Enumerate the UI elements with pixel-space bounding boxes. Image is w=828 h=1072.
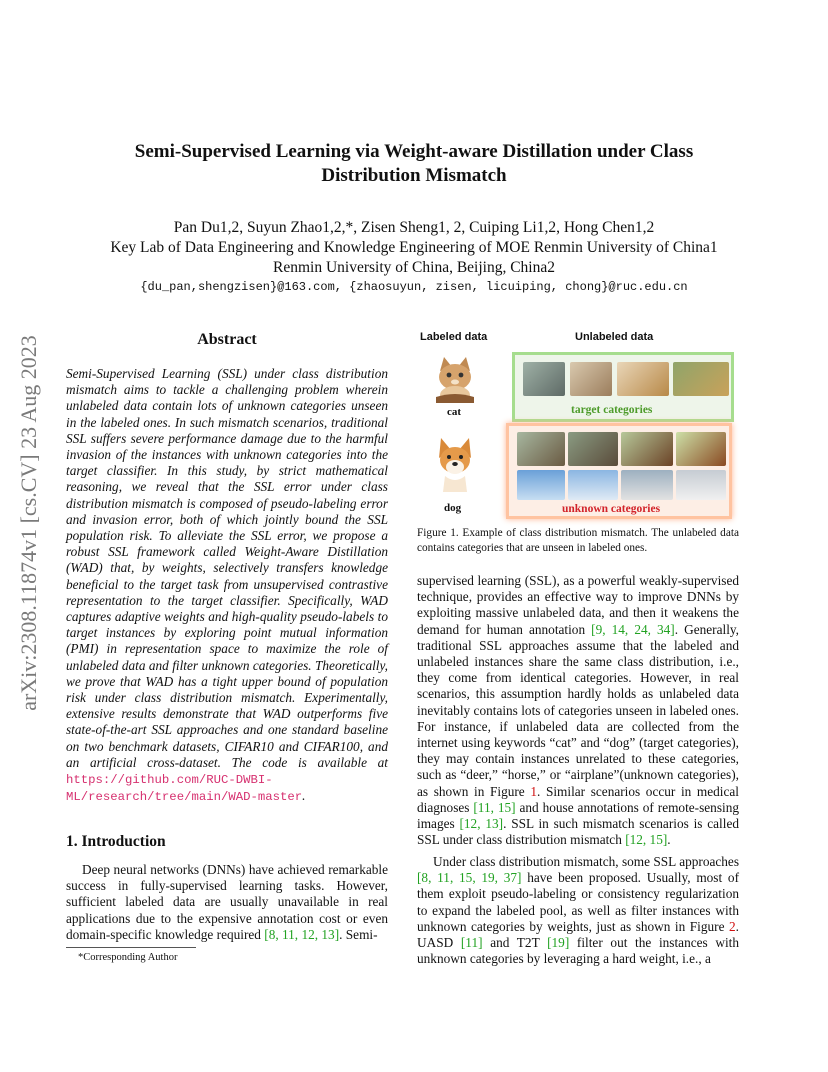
dog-label: dog [444, 502, 462, 514]
para-text: supervised learning (SSL), as a powerful weakly-supervised technique, provides an effective way to improve DNNs by exploiting massive unlabeled data, and then it weakens the demand for human annotation [417, 573, 739, 637]
abstract-body: Semi-Supervised Learning (SSL) under class distribution mismatch aims to tackle a challenging problem wherein unlabeled data contain lots of unknown categories unseen in the labeled ones. In such mismatch scenarios, traditional SSL suffers severe performance damage due to the harmful invasion of the instances with unknown categories into the target classifier. In this study, by strict mathematical reasoning, we reveal that the SSL error under class distribution mismatch is composed of pseudo-labeling error and invasion error, both of which jointly bound the SSL population risk. To alleviate the SSL error, we propose a robust SSL framework called Weight-Aware Distillation (WAD) that, by weights, selectively transfers knowledge beneficial to the target task from unsupervised contrastive representation to the target classifier. Specifically, WAD captures adaptive weights and high-quality pseudo-labels to target instances by exploring point mutual information (PMI) in representation space to maximize the role of unlabeled data and filter unknown categories. Theoretically, we prove that WAD has a tight upper bound of population risk under class distribution mismatch. Experimentally, extensive results demonstrate that WAD outperforms five state-of-the-art SSL approaches and one standard baseline on two benchmark datasets, CIFAR10 and CIFAR100, and an artificial cross-dataset. The code is available at https://github.com/RUC-DWBI-ML/research/tree/main/WAD-master. [66, 366, 388, 805]
citation-link[interactable]: [11] [460, 935, 483, 951]
target-categories-label: target categories [571, 404, 653, 416]
citation-link[interactable]: [12, 15] [625, 832, 668, 848]
author-list: Pan Du1,2, Suyun Zhao1,2,*, Zisen Sheng1, 2, Cuiping Li1,2, Hong Chen1,2 [173, 219, 655, 236]
abstract-heading: Abstract [197, 331, 257, 348]
citation-link[interactable]: [8, 11, 15, 19, 37] [417, 870, 522, 886]
figure-ref-link[interactable]: 2 [729, 918, 736, 934]
footnote-rule [66, 947, 196, 948]
cat-label: cat [447, 406, 462, 418]
unknown-car-photo-2 [676, 470, 726, 500]
citation-link[interactable]: [11, 15] [473, 799, 516, 815]
paper-title [60, 140, 768, 188]
para-text: have been proposed. Usually, most of them exploit pseudo-labeling or consistency regularization to expand the labeled pool, as well as filter instances with unknown categories by weights, just as shown in Figure [417, 870, 739, 934]
para-text: and house annotations of remote-sensing images [417, 799, 739, 832]
unknown-airplane-photo-2 [568, 470, 618, 500]
arxiv-identifier-text: arXiv:2308.11874v1 [cs.CV] 23 Aug 2023 [16, 335, 41, 711]
target-cat-photo-1 [523, 362, 565, 396]
dog-image [433, 436, 477, 492]
figure-ref-link[interactable]: 1 [530, 783, 537, 799]
intro-tail-text: . Semi- [339, 926, 378, 942]
unknown-deer-photo-2 [568, 432, 618, 466]
intro-text: Deep neural networks (DNNs) have achieved remarkable success in fully-supervised learning tasks. However, sufficient labeled data are usually unavailable in real applications due to the expensive annotation cost or even domain-specific knowledge required [66, 862, 388, 942]
footnote: *Corresponding Author [78, 952, 178, 963]
para-text: . Generally, traditional SSL approaches assume that the labeled and unlabeled instances share the same class distribution, i.e., they come from identical categories. However, in real scenarios, this assumption hardly holds as unlabeled data inevitably contains lots of categories unseen in labeled ones. For instance, if unlabeled data are collected from the internet using keywords “cat” and “dog” (target categories), they may contain instances unrelated to these categories, such as “deer,” “horse,” or “airplane”(unknown categories), as shown in Figure [417, 621, 740, 799]
intro-paragraph [66, 862, 388, 943]
target-dog-photo-1 [617, 362, 669, 396]
cat-image [432, 355, 478, 403]
abstract-text: Semi-Supervised Learning (SSL) under class distribution mismatch aims to tackle a challenging problem wherein unlabeled data contain lots of unknown categories unseen in the labeled ones. In such mismatch scenarios, traditional SSL suffers severe performance damage due to the harmful invasion of the instances with unknown categories into the target classifier. In this study, by strict mathematical reasoning, we reveal that the SSL error under class distribution mismatch is composed of pseudo-labeling error and invasion error, both of which jointly bound the SSL population risk. To alleviate the SSL error, we propose a robust SSL framework called Weight-Aware Distillation (WAD) that, by weights, selectively transfers knowledge beneficial to the target task from unsupervised contrastive representation to the target classifier. Specifically, WAD captures adaptive weights and high-quality pseudo-labels to target instances by exploring point mutual information (PMI) in representation space to maximize the role of unlabeled data and filter unknown categories. Theoretically, we prove that WAD has a tight upper bound of population risk under class distribution mismatch. Experimentally, extensive results demonstrate that WAD outperforms five state-of-the-art SSL approaches and one standard baseline on two benchmark datasets, CIFAR10 and CIFAR100, and an artificial cross-dataset. The code is available at [66, 366, 388, 770]
target-cat-photo-2 [570, 362, 612, 396]
title-line-1: Semi-Supervised Learning via Weight-aware Distillation under Class [134, 141, 694, 162]
arxiv-identifier [14, 283, 44, 763]
labeled-data-title: Labeled data [420, 331, 488, 343]
unknown-categories-label: unknown categories [562, 503, 661, 515]
title-line-2: Distribution Mismatch [321, 165, 507, 186]
citation-link[interactable]: [12, 13] [459, 816, 504, 832]
intro-heading: 1. Introduction [66, 833, 166, 850]
para-text: . UASD [417, 918, 739, 951]
intro-paragraph-continued [417, 573, 739, 848]
unknown-horse-photo-1 [621, 432, 673, 466]
code-link[interactable]: https://github.com/RUC-DWBI-ML/research/tree/main/WAD-master [66, 773, 303, 805]
citation-link[interactable]: [8, 11, 12, 13] [264, 926, 340, 942]
mismatch-approaches-paragraph [417, 854, 739, 967]
author-emails: {du_pan,shengzisen}@163.com, {zhaosuyun, zisen, licuiping, chong}@ruc.edu.cn [140, 280, 688, 294]
unknown-car-photo-1 [621, 470, 673, 500]
para-text: Under class distribution mismatch, some SSL approaches [433, 854, 739, 869]
affiliation-1: Key Lab of Data Engineering and Knowledge Engineering of MOE Renmin University of China1 [110, 239, 718, 256]
para-text: and T2T [490, 935, 540, 951]
unlabeled-data-title: Unlabeled data [575, 331, 654, 343]
para-text: filter out the instances with unknown categories by leveraging a hard weight, i.e., a [417, 935, 739, 967]
para-text: . Similar scenarios occur in medical diagnoses [417, 783, 739, 815]
affiliation-2: Renmin University of China, Beijing, China2 [273, 259, 555, 276]
para-text: . SSL in such mismatch scenarios is called SSL under class distribution mismatch [417, 816, 739, 848]
unknown-deer-photo-1 [517, 432, 565, 466]
unknown-horse-photo-2 [676, 432, 726, 466]
citation-link[interactable]: [19] [547, 935, 570, 951]
author-block [40, 218, 788, 278]
citation-link[interactable]: [9, 14, 24, 34] [591, 621, 675, 637]
unknown-airplane-photo-1 [517, 470, 565, 500]
target-dog-photo-2 [673, 362, 729, 396]
para-text: . [667, 832, 671, 848]
figure-1-caption: Figure 1. Example of class distribution mismatch. The unlabeled data contains categories that are unseen in labeled ones. [417, 527, 739, 554]
